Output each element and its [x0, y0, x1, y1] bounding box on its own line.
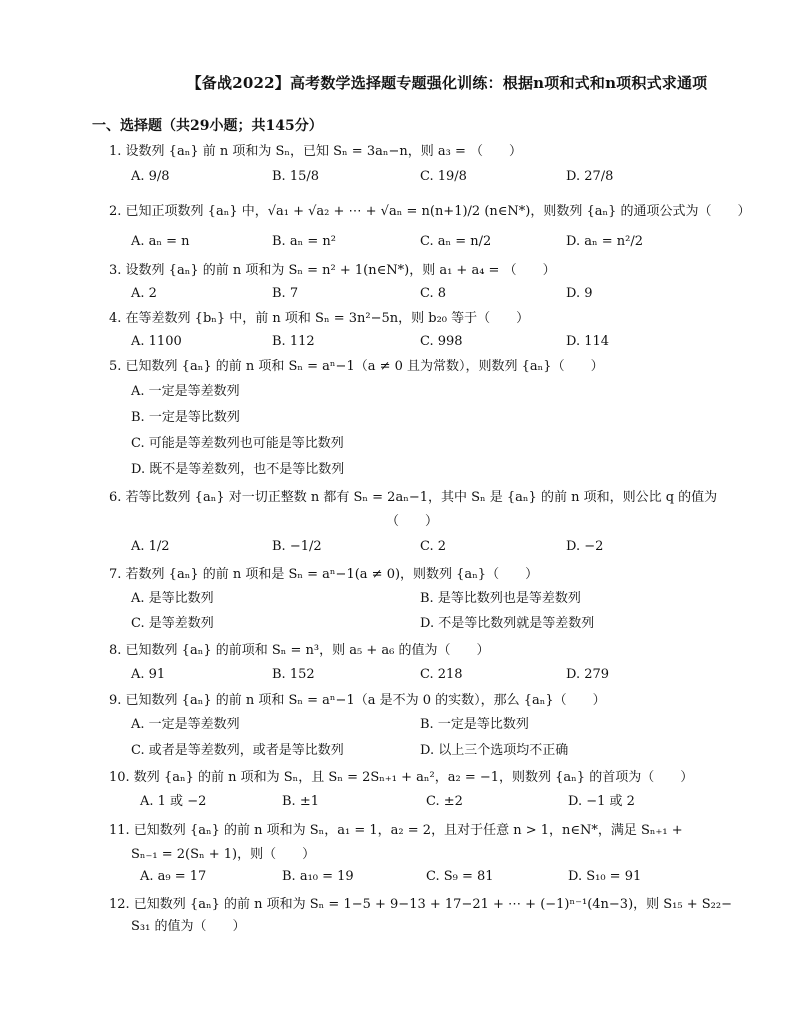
- question-10-option-a: A. 1 或 −2: [140, 794, 207, 809]
- question-6-option-b: B. −1/2: [272, 539, 322, 554]
- question-1-option-c: C. 19/8: [420, 169, 467, 184]
- question-8-option-c: C. 218: [420, 667, 463, 682]
- question-1-option-b: B. 15/8: [272, 169, 320, 184]
- question-5-option-a: A. 一定是等差数列: [131, 384, 240, 399]
- question-10-option-c: C. ±2: [426, 794, 463, 809]
- question-2-option-b: B. aₙ = n²: [272, 234, 336, 249]
- question-7-stem: 7. 若数列 {aₙ} 的前 n 项和是 Sₙ = aⁿ−1(a ≠ 0)，则数列 {aₙ}（ ）: [109, 567, 539, 582]
- question-8-option-d: D. 279: [566, 667, 610, 682]
- question-4-option-a: A. 1100: [131, 334, 182, 349]
- question-9-option-d: D. 以上三个选项均不正确: [420, 743, 569, 758]
- question-9-stem: 9. 已知数列 {aₙ} 的前 n 项和 Sₙ = aⁿ−1（a 是不为 0 的实数），那么 {aₙ}（ ）: [109, 693, 606, 708]
- question-10-option-d: D. −1 或 2: [568, 794, 635, 809]
- question-3-option-c: C. 8: [420, 286, 447, 301]
- section-heading: 一、选择题（共29小题；共145分）: [92, 118, 323, 134]
- question-10-option-b: B. ±1: [282, 794, 319, 809]
- question-7-option-d: D. 不是等比数列就是等差数列: [420, 616, 595, 631]
- question-3-stem: 3. 设数列 {aₙ} 的前 n 项和为 Sₙ = n² + 1(n∈N*)，则 a₁ + a₄ = （ ）: [109, 263, 556, 278]
- question-3-option-a: A. 2: [131, 286, 157, 301]
- question-2-option-c: C. aₙ = n/2: [420, 234, 492, 249]
- question-8-option-b: B. 152: [272, 667, 315, 682]
- question-6-option-c: C. 2: [420, 539, 447, 554]
- question-4-stem: 4. 在等差数列 {bₙ} 中，前 n 项和 Sₙ = 3n²−5n，则 b₂₀ 等于（ ）: [109, 311, 530, 326]
- question-9-option-b: B. 一定是等比数列: [420, 717, 529, 732]
- question-5-stem: 5. 已知数列 {aₙ} 的前 n 项和 Sₙ = aⁿ−1（a ≠ 0 且为常数），则数列 {aₙ}（ ）: [109, 359, 604, 374]
- question-4-option-b: B. 112: [272, 334, 315, 349]
- question-5-option-b: B. 一定是等比数列: [131, 410, 240, 425]
- question-6-option-a: A. 1/2: [131, 539, 170, 554]
- question-9-option-c: C. 或者是等差数列，或者是等比数列: [131, 743, 344, 758]
- question-1-option-d: D. 27/8: [566, 169, 614, 184]
- question-4-option-c: C. 998: [420, 334, 463, 349]
- question-8-stem: 8. 已知数列 {aₙ} 的前项和 Sₙ = n³，则 a₅ + a₆ 的值为（ ）: [109, 643, 490, 658]
- question-5-option-c: C. 可能是等差数列也可能是等比数列: [131, 436, 344, 451]
- question-9-option-a: A. 一定是等差数列: [131, 717, 240, 732]
- question-6-stem-continued: （ ）: [386, 514, 439, 529]
- question-4-option-d: D. 114: [566, 334, 610, 349]
- document-title: 【备战2022】高考数学选择题专题强化训练：根据n项和式和n项积式求通项: [186, 74, 708, 92]
- question-11-option-d: D. S₁₀ = 91: [568, 869, 642, 884]
- question-7-option-c: C. 是等差数列: [131, 616, 214, 631]
- question-11-option-b: B. a₁₀ = 19: [282, 869, 354, 884]
- question-11-stem-continued: Sₙ₋₁ = 2(Sₙ + 1)，则（ ）: [131, 847, 316, 862]
- question-10-stem: 10. 数列 {aₙ} 的前 n 项和为 Sₙ，且 Sₙ = 2Sₙ₊₁ + aₙ²，a₂ = −1，则数列 {aₙ} 的首项为（ ）: [109, 770, 694, 785]
- question-6-stem: 6. 若等比数列 {aₙ} 对一切正整数 n 都有 Sₙ = 2aₙ−1，其中 Sₙ 是 {aₙ} 的前 n 项和，则公比 q 的值为: [109, 490, 718, 505]
- question-7-option-a: A. 是等比数列: [131, 591, 214, 606]
- question-12-stem: 12. 已知数列 {aₙ} 的前 n 项和为 Sₙ = 1−5 + 9−13 + 17−21 + ⋯ + (−1)ⁿ⁻¹(4n−3)，则 S₁₅ + S₂₂−: [109, 897, 732, 912]
- question-11-option-c: C. S₉ = 81: [426, 869, 494, 884]
- question-7-option-b: B. 是等比数列也是等差数列: [420, 591, 581, 606]
- question-1-stem: 1. 设数列 {aₙ} 前 n 项和为 Sₙ，已知 Sₙ = 3aₙ−n，则 a₃ = （ ）: [109, 144, 522, 159]
- question-3-option-d: D. 9: [566, 286, 593, 301]
- question-2-option-a: A. aₙ = n: [131, 234, 190, 249]
- question-3-option-b: B. 7: [272, 286, 299, 301]
- question-11-stem: 11. 已知数列 {aₙ} 的前 n 项和为 Sₙ，a₁ = 1，a₂ = 2，且对于任意 n > 1，n∈N*，满足 Sₙ₊₁ +: [109, 823, 683, 838]
- question-2-option-d: D. aₙ = n²/2: [566, 234, 643, 249]
- question-6-option-d: D. −2: [566, 539, 604, 554]
- question-2-stem: 2. 已知正项数列 {aₙ} 中，√a₁ + √a₂ + ⋯ + √aₙ = n(n+1)/2 (n∈N*)，则数列 {aₙ} 的通项公式为（ ）: [109, 204, 751, 219]
- question-12-stem-continued: S₃₁ 的值为（ ）: [131, 919, 246, 934]
- question-8-option-a: A. 91: [131, 667, 166, 682]
- question-11-option-a: A. a₉ = 17: [140, 869, 207, 884]
- question-5-option-d: D. 既不是等差数列，也不是等比数列: [131, 462, 345, 477]
- question-1-option-a: A. 9/8: [131, 169, 170, 184]
